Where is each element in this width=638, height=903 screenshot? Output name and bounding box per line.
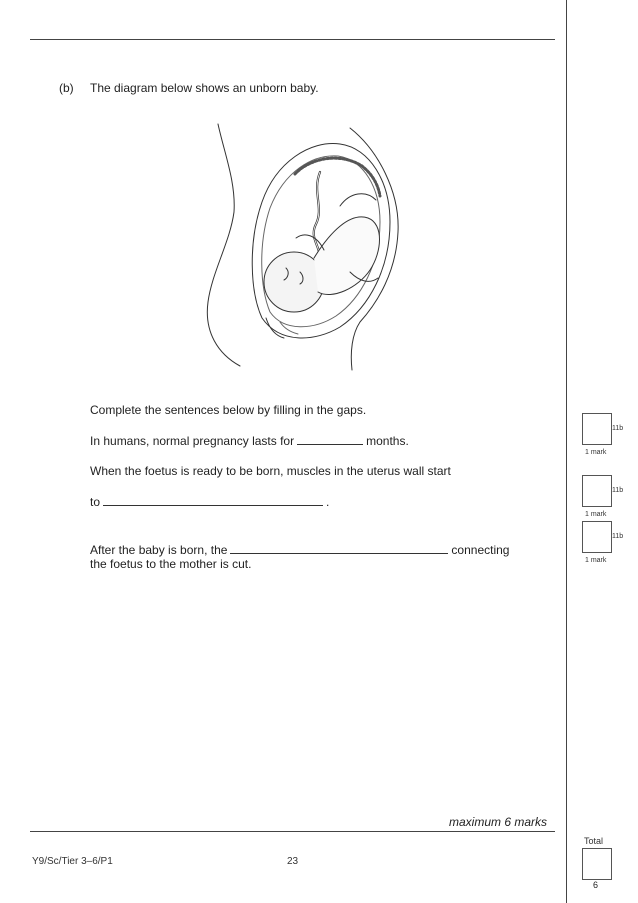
sentence-3-mid: connecting <box>451 543 510 557</box>
mark-label-3: 1 mark <box>585 557 607 564</box>
sentence-3-start: After the baby is born, the <box>90 543 228 557</box>
total-value: 6 <box>593 880 599 890</box>
part-label: (b) <box>59 81 74 95</box>
maximum-marks: maximum 6 marks <box>449 815 548 829</box>
sentence-1-end: months. <box>366 434 409 448</box>
mark-box-3[interactable] <box>582 521 612 553</box>
foetus-body <box>314 217 380 295</box>
unborn-baby-diagram <box>200 122 400 372</box>
mark-label-2: 1 mark <box>585 511 607 518</box>
blank-cord-name[interactable] <box>230 552 448 554</box>
mark-label-1: 1 mark <box>585 449 607 456</box>
sentence-2-start: to <box>90 495 101 509</box>
margin-rule <box>566 0 567 903</box>
mark-code-1: 11b <box>612 425 624 432</box>
instruction-text: Complete the sentences below by filling in the gaps. <box>90 403 367 417</box>
sentence-2-line1: When the foetus is ready to be born, muscles in the uterus wall start <box>90 464 451 478</box>
mark-box-2[interactable] <box>582 475 612 507</box>
sentence-1-start: In humans, normal pregnancy lasts for <box>90 434 295 448</box>
mark-box-1[interactable] <box>582 413 612 445</box>
total-label: Total <box>584 836 604 846</box>
blank-pregnancy-months[interactable] <box>297 443 363 445</box>
page-number: 23 <box>287 856 299 867</box>
total-box[interactable] <box>582 848 612 880</box>
intro-text: The diagram below shows an unborn baby. <box>90 81 319 95</box>
sentence-3-line1 <box>90 543 509 557</box>
placenta <box>295 158 380 196</box>
blank-muscles-action[interactable] <box>103 504 323 506</box>
sentence-3-line2: the foetus to the mother is cut. <box>90 557 252 571</box>
mark-code-2: 11b <box>612 487 624 494</box>
mother-back-outline <box>207 124 240 366</box>
mark-code-3: 11b <box>612 533 624 540</box>
bottom-rule <box>30 831 555 832</box>
sentence-2-end: . <box>326 495 330 509</box>
footer-code: Y9/Sc/Tier 3–6/P1 <box>32 856 113 867</box>
sentence-2-line2 <box>90 495 329 509</box>
top-rule <box>30 39 555 40</box>
sentence-1 <box>90 434 409 448</box>
